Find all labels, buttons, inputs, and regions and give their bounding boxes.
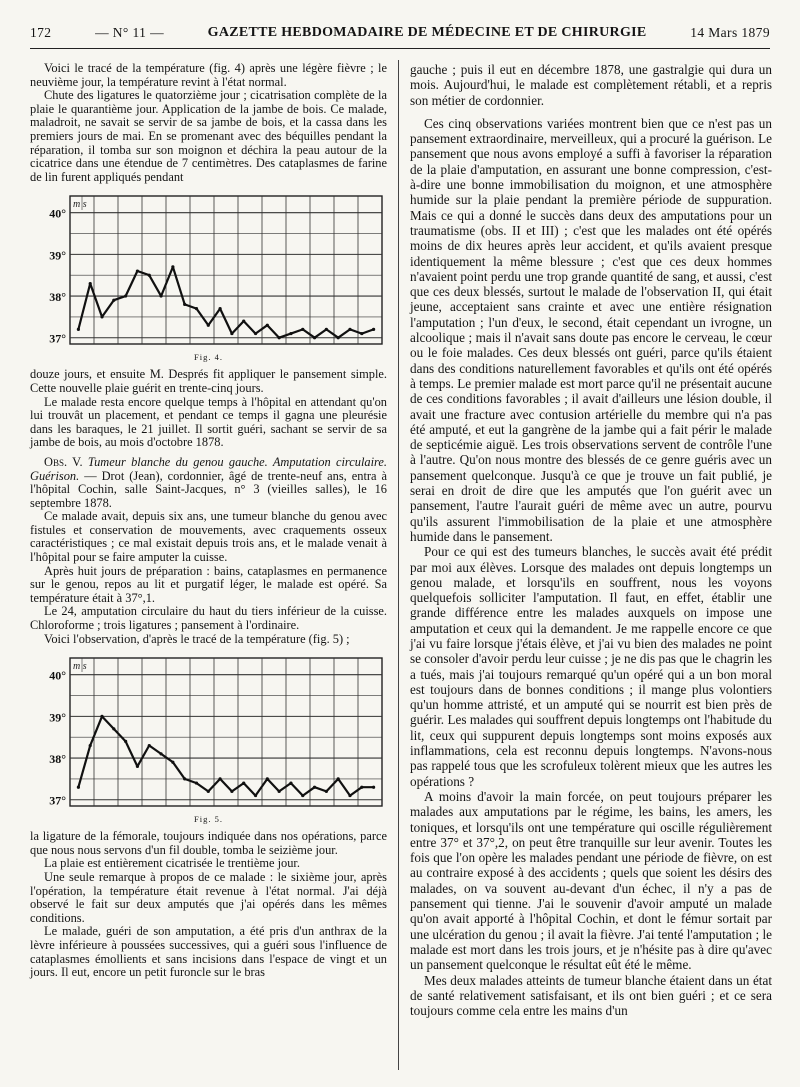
paragraph: Le malade resta encore quelque temps à l'hôpital en attendant qu'on lui trouvât un placement, et pendant ce temps il gagna une pleurésie dans les baraques, le 21 juillet. Il sortit guéri, sachant se servir de sa jambe de bois, au mois d'octobre 1878. bbox=[30, 394, 387, 450]
temperature-series-line bbox=[78, 717, 373, 796]
observation-label: Obs. V. bbox=[44, 454, 83, 469]
observation-heading bbox=[30, 456, 387, 510]
y-tick-label: 40° bbox=[49, 668, 66, 683]
temperature-series-line bbox=[78, 267, 373, 338]
temperature-point bbox=[124, 295, 127, 298]
temperature-point bbox=[171, 761, 174, 764]
temperature-point bbox=[230, 790, 233, 793]
temperature-point bbox=[266, 778, 269, 781]
temperature-point bbox=[112, 727, 115, 730]
temperature-point bbox=[289, 332, 292, 335]
temperature-point bbox=[254, 794, 257, 797]
temperature-point bbox=[89, 282, 92, 285]
temperature-point bbox=[100, 316, 103, 319]
paragraph: A moins d'avoir la main forcée, on peut toujours préparer les malades aux amputations par le régime, les bains, les amers, les toniques, et lorsqu'ils ont une température qui oscille régulièrement entre 37° et 37°,2, on peut être tranquille sur leur avenir. Toutes les fois que l'on opère les malades pendant une période de fièvre, on est au contraire exposé à des accidents ; quels que soient les désirs des malades, on va souvent au-devant d'un échec, il n'y a pas de pansement qui tienne. J'ai le souvenir d'avoir amputé un malade qu'on avait apporté à l'hôpital Cochin, et dont le fémur sortait par une ulcération du genou ; il avait la fièvre. J'ai tenté l'amputation ; le malade est mort dans les trois jours, et je n'hésite pas à dire qu'avec un pansement quelconque le résultat eût été le même. bbox=[410, 788, 772, 973]
journal-title: GAZETTE HEBDOMADAIRE DE MÉDECINE ET DE CHIRURGIE bbox=[207, 25, 647, 40]
y-tick-label: 39° bbox=[49, 710, 66, 725]
temperature-point bbox=[195, 307, 198, 310]
temperature-point bbox=[360, 786, 363, 789]
temperature-point bbox=[207, 324, 210, 327]
temperature-point bbox=[372, 328, 375, 331]
paragraph: Après huit jours de préparation : bains, cataplasmes en permanence sur le genou, repos au lit et purgatif léger, le malade est opéré. Sa température était à 37°,1. bbox=[30, 563, 387, 605]
temperature-point bbox=[301, 328, 304, 331]
temperature-point bbox=[124, 740, 127, 743]
observation-title: Tumeur blanche du genou gauche. Amputation circulaire. Guérison. bbox=[30, 454, 387, 483]
paragraph: Mes deux malades atteints de tumeur blanche étaient dans un état de santé relativement satisfaisant, et ils ont bien guéri ; et ce sera toujours comme cela entre les mains d'un bbox=[410, 972, 772, 1019]
temperature-point bbox=[183, 303, 186, 306]
issue-date: 14 Mars 1879 bbox=[690, 25, 770, 40]
column-divider bbox=[398, 60, 399, 1070]
temperature-point bbox=[136, 765, 139, 768]
paragraph: Voici le tracé de la température (fig. 4) après une légère fièvre ; le neuvième jour, la température revint à l'état normal. bbox=[30, 61, 387, 89]
temperature-point bbox=[218, 778, 221, 781]
y-tick-label: 38° bbox=[49, 752, 66, 767]
paragraph: douze jours, et ensuite M. Després fit appliquer le pansement simple. Cette nouvelle plaie guérit en trente-cinq jours. bbox=[30, 367, 387, 395]
paragraph: Pour ce qui est des tumeurs blanches, le succès avait été prédit par moi aux élèves. Lorsque des malades ont depuis longtemps un genou malade, et lorsqu'ils en souffrent, nous les voyons quelquefois solliciter l'amputation. Il faut, en effet, établir une grande différence entre les malades auxquels on impose une amputation et ceux qui la demandent. Je me rappelle encore ce que j'ai vu faire lorsque j'étais élève, et j'ai vu bien des malades ne point se consoler d'avoir perdu leur cuisse ; je ne dis pas que le chagrin les a tués, mais j'ai toujours remarqué qu'un opéré qui a un bon moral est toujours dans de bonnes conditions ; il mange plus volontiers qu'un homme attristé, et un amputé qui se nourrit est bien près de guérir. Les malades qui souffrent depuis longtemps ont l'habitude du lit, ceux qui suppurent depuis longtemps sont moins exposés aux inflammations, cela est reconnu depuis longtemps. N'avons-nous pas rappelé tous que les scrofuleux tolèrent mieux que les autres les opérations ? bbox=[410, 544, 772, 789]
paragraph: La plaie est entièrement cicatrisée le trentième jour. bbox=[44, 856, 300, 871]
issue-number: — N° 11 — bbox=[95, 25, 164, 40]
paragraph: gauche ; puis il eut en décembre 1878, une gastralgie qui dura un mois. Aujourd'hui, le malade est complètement rétabli, et a repris son métier de cordonnier. bbox=[410, 62, 772, 108]
paragraph: Ce malade avait, depuis six ans, une tumeur blanche du genou avec fistules et conservation de mouvements, avec craquements osseux caractéristiques ; ce mal existait depuis trois ans, et le malade venait à l'hôpital pour se faire amputer la cuisse. bbox=[30, 509, 387, 565]
temperature-point bbox=[136, 270, 139, 273]
page-header bbox=[30, 18, 770, 49]
temperature-point bbox=[372, 786, 375, 789]
figure-caption: Fig. 5. bbox=[194, 814, 223, 825]
temperature-point bbox=[325, 328, 328, 331]
temperature-point bbox=[348, 794, 351, 797]
temperature-point bbox=[313, 786, 316, 789]
figure-caption: Fig. 4. bbox=[194, 352, 223, 363]
temperature-point bbox=[89, 744, 92, 747]
temperature-point bbox=[337, 336, 340, 339]
temperature-point bbox=[183, 778, 186, 781]
temperature-point bbox=[325, 790, 328, 793]
y-tick-label: 37° bbox=[49, 793, 66, 808]
temperature-point bbox=[348, 328, 351, 331]
temperature-point bbox=[218, 307, 221, 310]
page-number: 172 bbox=[30, 25, 52, 40]
temperature-point bbox=[77, 786, 80, 789]
corner-label: m s bbox=[73, 661, 87, 673]
temperature-point bbox=[313, 336, 316, 339]
temperature-point bbox=[242, 320, 245, 323]
temperature-point bbox=[112, 299, 115, 302]
temperature-point bbox=[148, 744, 151, 747]
temperature-point bbox=[77, 328, 80, 331]
paragraph: Voici l'observation, d'après le tracé de la température (fig. 5) ; bbox=[44, 631, 350, 646]
temperature-point bbox=[266, 324, 269, 327]
temperature-point bbox=[337, 778, 340, 781]
paragraph: Le 24, amputation circulaire du haut du tiers inférieur de la cuisse. Chloroforme ; trois ligatures ; pansement à l'ordinaire. bbox=[30, 604, 387, 633]
temperature-point bbox=[301, 794, 304, 797]
observation-text: — Drot (Jean), cordonnier, âgé de trente-neuf ans, entra à l'hôpital Cochin, salle Saint-Jacques, n° 3 (vieilles salles), le 16 septembre 1878. bbox=[30, 468, 387, 510]
y-tick-label: 38° bbox=[49, 290, 66, 305]
temperature-point bbox=[278, 790, 281, 793]
corner-label: m s bbox=[73, 199, 87, 211]
temperature-point bbox=[148, 274, 151, 277]
right-column bbox=[410, 62, 772, 1018]
temperature-point bbox=[207, 790, 210, 793]
paragraph: Ces cinq observations variées montrent bien que ce n'est pas un pansement extraordinaire, merveilleux, qui a procuré la guérison. Le pansement que nous avons employé a suffi à favoriser la réparation de la plaie d'amputation, en assurant une bonne compression, c'est-à-dire une bonne immobilisation du moignon, et une atmosphère humide sur la plaie pendant la première période de suppuration. Mais ce qui a donné le succès dans deux des amputations pour un traumatisme (obs. II et III) ; c'est que les malades ont été opérés moins de dix heures après leur accident, et qu'ils avaient presque identiquement la même blessure ; c'est que ces deux hommes n'avaient point perdu une trop grande quantité de sang, et aussi, c'est que ces deux blessés, surtout le malade de l'observation II, qui était jeune, acceptaient sans crainte et avec une entière résignation l'amputation ; l'un d'eux, le second, était cependant un ivrogne, un alcoolique ; mais il n'avait sans doute pas encore le cerveau, le cœur ou le foie malades. Ces deux blessés ont guéri, parce qu'ils étaient dans des conditions naturellement favorables et qu'ils ont été opérés à temps. Le premier malade est mort parce qu'il ne présentait aucune de ces conditions favorables ; il avait d'ailleurs une lésion double, il avait une fracture avec contusion artérielle du membre qui n'a pas été amputé, et eut la gangrène de la jambe qui a fait périr le malade de septicémie aiguë. Les trois observations servent de contrôle l'une à l'autre. Qu'on nous montre des blessés de ce genre guéris avec un pansement quelconque. Jusqu'à ce que je trouve un fait publié, je serai en droit de dire que les amputés que l'on guérit avec un pansement, l'autre l'aurait guéri de même avec un autre, pourvu qu'ils assurent l'immobilisation de la plaie et une atmosphère humide dans le pansement. bbox=[410, 115, 772, 544]
y-tick-label: 40° bbox=[49, 207, 66, 222]
figure-5 bbox=[30, 652, 387, 824]
left-column bbox=[30, 62, 387, 980]
y-tick-label: 37° bbox=[49, 332, 66, 347]
temperature-point bbox=[159, 295, 162, 298]
temperature-point bbox=[254, 332, 257, 335]
temperature-chart-fig4 bbox=[30, 190, 387, 350]
temperature-point bbox=[171, 266, 174, 269]
paragraph: la ligature de la fémorale, toujours indiquée dans nos opérations, parce que nous nous servons d'un fil double, tomba le seizième jour. bbox=[30, 829, 387, 857]
temperature-point bbox=[195, 782, 198, 785]
temperature-point bbox=[360, 332, 363, 335]
temperature-chart-fig5 bbox=[30, 652, 387, 812]
paragraph: Une seule remarque à propos de ce malade : le sixième jour, après l'opération, la température était revenue à l'état normal. J'ai déjà observé le fait sur deux amputés que j'ai opérés dans les mêmes conditions. bbox=[30, 870, 387, 925]
temperature-point bbox=[159, 753, 162, 756]
paragraph: Le malade, guéri de son amputation, a été pris d'un anthrax de la lèvre inférieure à poussées successives, qui a guéri sous l'influence de cataplasmes émollients et sans incisions dans l'espace de vingt et un jours. Il eut, encore un petit furoncle sur le bras bbox=[30, 924, 387, 980]
temperature-point bbox=[289, 782, 292, 785]
paragraph: Chute des ligatures le quatorzième jour ; cicatrisation complète de la plaie le quarantième jour. Application de la jambe de bois. Ce malade, maladroit, ne savait se servir de sa jambe de bois, et la cassa dans les premiers jours de mai. En se promenant avec des béquilles pendant la réparation, il tomba sur son moignon et déchira la peau autour de la cicatrice dans une étendue de 7 centimètres. Des cataplasmes de farine de lin furent appliqués pendant bbox=[30, 88, 387, 184]
temperature-point bbox=[278, 336, 281, 339]
figure-4 bbox=[30, 190, 387, 362]
y-tick-label: 39° bbox=[49, 248, 66, 263]
temperature-point bbox=[242, 782, 245, 785]
temperature-point bbox=[230, 332, 233, 335]
temperature-point bbox=[100, 715, 103, 718]
